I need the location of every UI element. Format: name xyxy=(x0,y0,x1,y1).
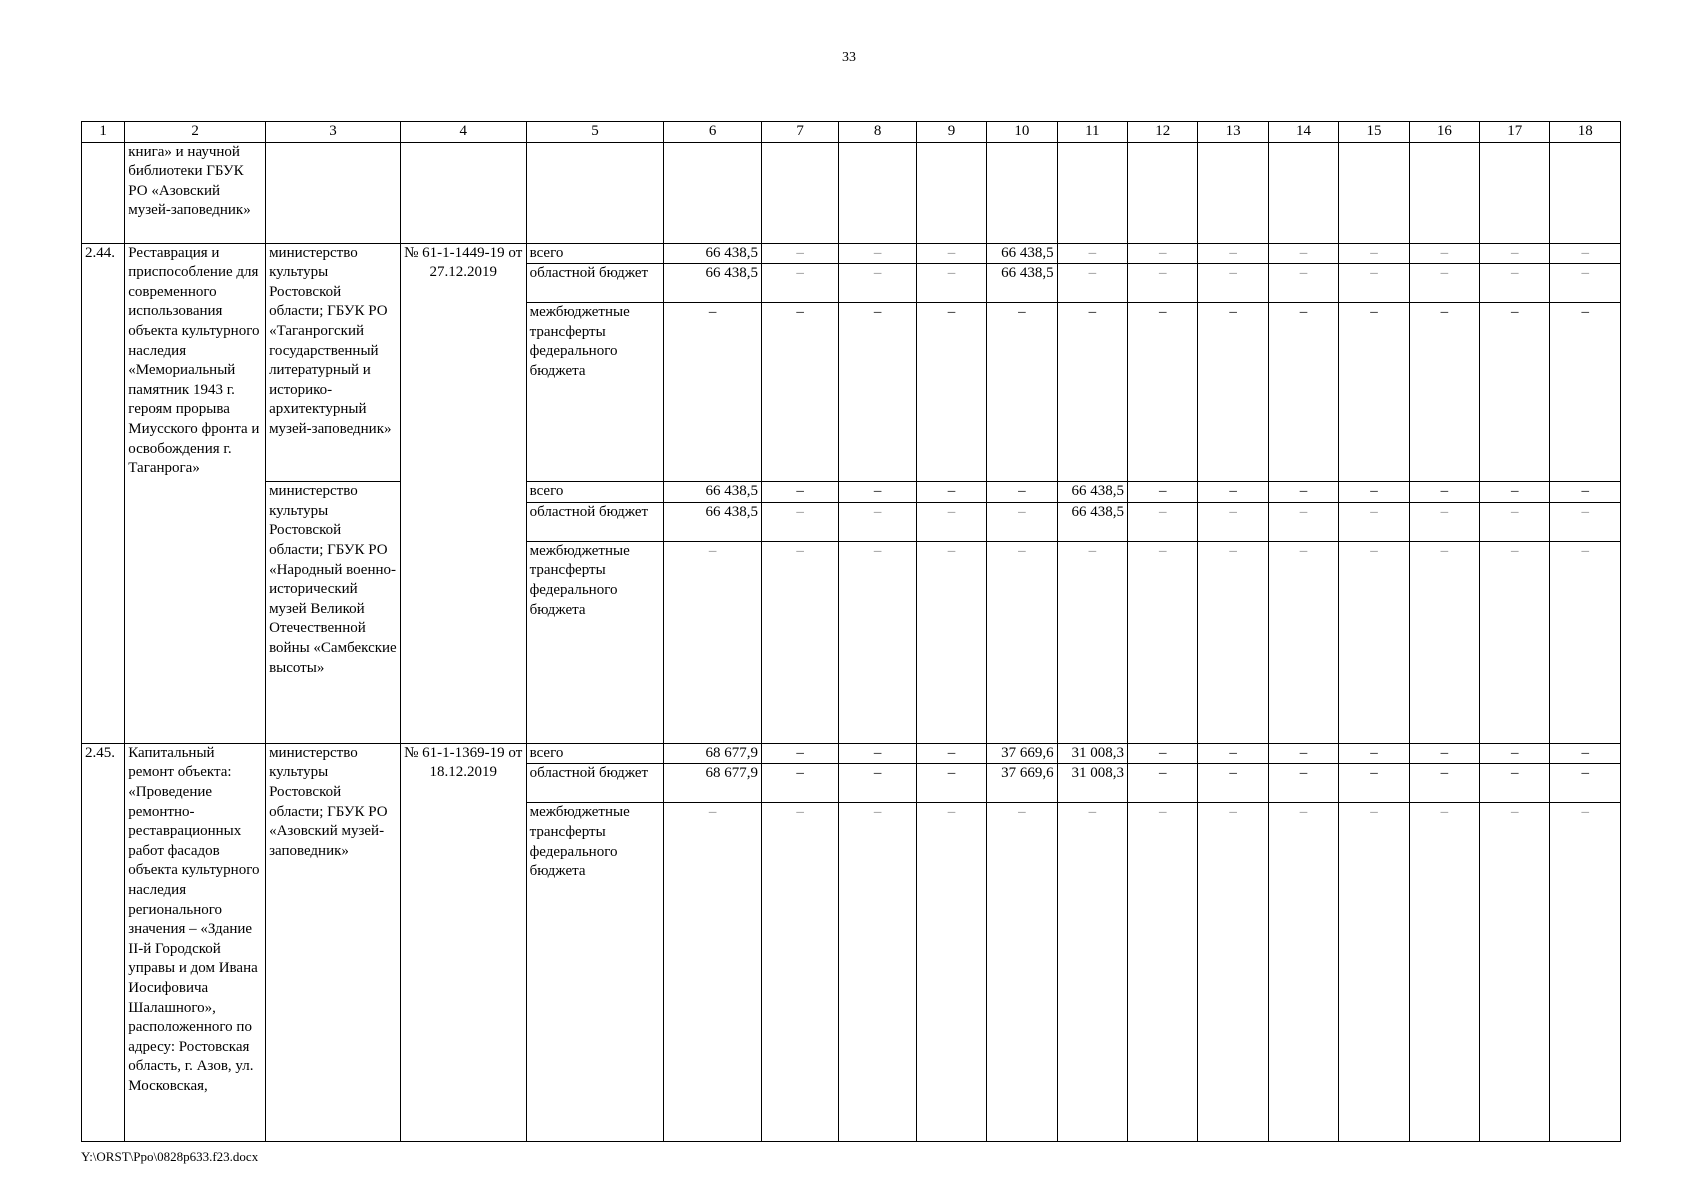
empty-value-dash: – xyxy=(1550,303,1621,482)
empty-value-dash: – xyxy=(1128,743,1198,764)
empty-value-dash: – xyxy=(1268,502,1338,541)
empty-value-dash: – xyxy=(1339,303,1409,482)
empty-value-dash: – xyxy=(1550,243,1621,264)
empty-cell xyxy=(839,142,916,243)
empty-value-dash: – xyxy=(1128,541,1198,743)
empty-value-dash: – xyxy=(1057,303,1127,482)
empty-value-dash: – xyxy=(1198,541,1268,743)
source-label: всего xyxy=(526,743,664,764)
empty-value-dash: – xyxy=(987,502,1057,541)
col-header: 16 xyxy=(1409,122,1479,143)
empty-value-dash: – xyxy=(1409,541,1479,743)
empty-value-dash: – xyxy=(1409,803,1479,1142)
empty-value-dash: – xyxy=(916,764,986,803)
empty-value-dash: – xyxy=(664,803,762,1142)
empty-value-dash: – xyxy=(1550,482,1621,503)
contract: № 61-1-1369-19 от 18.12.2019 xyxy=(400,743,526,1142)
row-number: 2.45. xyxy=(82,743,125,1142)
amount: 66 438,5 xyxy=(664,264,762,303)
amount: 31 008,3 xyxy=(1057,764,1127,803)
empty-value-dash: – xyxy=(761,264,838,303)
source-label: областной бюджет xyxy=(526,502,664,541)
empty-cell xyxy=(82,142,125,243)
col-header: 13 xyxy=(1198,122,1268,143)
empty-value-dash: – xyxy=(839,482,916,503)
empty-value-dash: – xyxy=(1550,541,1621,743)
empty-value-dash: – xyxy=(761,243,838,264)
amount: 66 438,5 xyxy=(664,482,762,503)
empty-value-dash: – xyxy=(1480,764,1550,803)
empty-value-dash: – xyxy=(1268,243,1338,264)
col-header: 7 xyxy=(761,122,838,143)
empty-value-dash: – xyxy=(839,541,916,743)
empty-value-dash: – xyxy=(987,482,1057,503)
empty-value-dash: – xyxy=(1128,482,1198,503)
empty-value-dash: – xyxy=(761,743,838,764)
empty-value-dash: – xyxy=(916,541,986,743)
col-header: 15 xyxy=(1339,122,1409,143)
empty-cell xyxy=(1409,142,1479,243)
empty-value-dash: – xyxy=(664,303,762,482)
empty-value-dash: – xyxy=(839,764,916,803)
empty-value-dash: – xyxy=(1268,743,1338,764)
empty-value-dash: – xyxy=(1480,243,1550,264)
empty-value-dash: – xyxy=(1198,303,1268,482)
empty-value-dash: – xyxy=(1480,541,1550,743)
page-number: 33 xyxy=(842,50,856,65)
empty-value-dash: – xyxy=(1198,482,1268,503)
empty-value-dash: – xyxy=(1339,743,1409,764)
empty-value-dash: – xyxy=(839,303,916,482)
executor: министерство культуры Ростовской области; ГБУК РО «Народный военно-исторический музей Великой Отечественной войны «Самбекские высоты» xyxy=(266,482,401,744)
source-label: всего xyxy=(526,243,664,264)
source-label: областной бюджет xyxy=(526,264,664,303)
table-row xyxy=(82,243,1621,264)
empty-value-dash: – xyxy=(839,243,916,264)
empty-cell xyxy=(1128,142,1198,243)
empty-value-dash: – xyxy=(1409,764,1479,803)
empty-cell xyxy=(916,142,986,243)
empty-value-dash: – xyxy=(1339,803,1409,1142)
col-header: 4 xyxy=(400,122,526,143)
empty-cell xyxy=(1550,142,1621,243)
empty-value-dash: – xyxy=(1550,764,1621,803)
empty-value-dash: – xyxy=(1268,264,1338,303)
amount: 66 438,5 xyxy=(987,243,1057,264)
table-row xyxy=(82,743,1621,764)
contract: № 61-1-1449-19 от 27.12.2019 xyxy=(400,243,526,743)
empty-value-dash: – xyxy=(1268,482,1338,503)
empty-value-dash: – xyxy=(1339,482,1409,503)
empty-value-dash: – xyxy=(987,541,1057,743)
col-header: 3 xyxy=(266,122,401,143)
empty-value-dash: – xyxy=(916,502,986,541)
empty-value-dash: – xyxy=(1480,303,1550,482)
executor: министерство культуры Ростовской области; ГБУК РО «Азовский музей-заповедник» xyxy=(266,743,401,1142)
empty-cell xyxy=(761,142,838,243)
amount: 37 669,6 xyxy=(987,764,1057,803)
empty-value-dash: – xyxy=(916,264,986,303)
header-row xyxy=(82,122,1621,143)
empty-value-dash: – xyxy=(1268,764,1338,803)
empty-value-dash: – xyxy=(1409,502,1479,541)
empty-value-dash: – xyxy=(916,803,986,1142)
empty-value-dash: – xyxy=(1057,803,1127,1142)
col-header: 8 xyxy=(839,122,916,143)
continuation-row xyxy=(82,142,1621,243)
empty-value-dash: – xyxy=(761,764,838,803)
empty-cell xyxy=(1198,142,1268,243)
source-label: межбюджетные трансферты федерального бюджета xyxy=(526,803,664,1142)
amount: 66 438,5 xyxy=(664,243,762,264)
empty-cell xyxy=(526,142,664,243)
empty-cell xyxy=(400,142,526,243)
empty-value-dash: – xyxy=(1480,743,1550,764)
footer-file-path: Y:\ORST\Ppo\0828p633.f23.docx xyxy=(81,1149,259,1164)
col-header: 10 xyxy=(987,122,1057,143)
col-header: 5 xyxy=(526,122,664,143)
col-header: 11 xyxy=(1057,122,1127,143)
empty-cell xyxy=(1268,142,1338,243)
amount: 31 008,3 xyxy=(1057,743,1127,764)
empty-value-dash: – xyxy=(761,303,838,482)
empty-value-dash: – xyxy=(1339,541,1409,743)
col-header: 9 xyxy=(916,122,986,143)
empty-value-dash: – xyxy=(1480,803,1550,1142)
object-name: Капитальный ремонт объекта: «Проведение ремонтно-реставрационных работ фасадов объекта культурного наследия регионального значения – «Здание II-й Городской управы и дом Ивана Иосифовича Шалашного», расположенного по адресу: Ростовская область, г. Азов, ул. Московская, xyxy=(125,743,266,1142)
col-header: 1 xyxy=(82,122,125,143)
executor: министерство культуры Ростовской области; ГБУК РО «Таганрогский государственный литературный и историко-архитектурный музей-заповедник» xyxy=(266,243,401,482)
empty-value-dash: – xyxy=(761,502,838,541)
empty-value-dash: – xyxy=(1198,764,1268,803)
empty-value-dash: – xyxy=(1128,264,1198,303)
empty-value-dash: – xyxy=(916,303,986,482)
empty-value-dash: – xyxy=(1128,303,1198,482)
empty-value-dash: – xyxy=(839,803,916,1142)
empty-value-dash: – xyxy=(987,303,1057,482)
amount: 66 438,5 xyxy=(987,264,1057,303)
empty-value-dash: – xyxy=(839,264,916,303)
empty-value-dash: – xyxy=(1480,482,1550,503)
amount: 66 438,5 xyxy=(1057,482,1127,503)
empty-value-dash: – xyxy=(1409,243,1479,264)
empty-cell xyxy=(1057,142,1127,243)
empty-cell xyxy=(266,142,401,243)
empty-value-dash: – xyxy=(1550,743,1621,764)
empty-value-dash: – xyxy=(1409,482,1479,503)
empty-value-dash: – xyxy=(1268,803,1338,1142)
empty-value-dash: – xyxy=(1268,303,1338,482)
empty-value-dash: – xyxy=(1198,502,1268,541)
budget-table xyxy=(81,121,1621,1142)
empty-value-dash: – xyxy=(761,803,838,1142)
empty-value-dash: – xyxy=(1128,502,1198,541)
amount: 37 669,6 xyxy=(987,743,1057,764)
empty-value-dash: – xyxy=(1057,264,1127,303)
amount: 68 677,9 xyxy=(664,743,762,764)
amount: 66 438,5 xyxy=(664,502,762,541)
empty-value-dash: – xyxy=(1268,541,1338,743)
empty-value-dash: – xyxy=(1198,803,1268,1142)
empty-value-dash: – xyxy=(916,743,986,764)
empty-value-dash: – xyxy=(1409,743,1479,764)
object-name: книга» и научной библиотеки ГБУК РО «Азовский музей-заповедник» xyxy=(125,142,266,243)
empty-value-dash: – xyxy=(1339,764,1409,803)
empty-value-dash: – xyxy=(1339,243,1409,264)
empty-value-dash: – xyxy=(1480,502,1550,541)
empty-value-dash: – xyxy=(1339,502,1409,541)
col-header: 14 xyxy=(1268,122,1338,143)
empty-value-dash: – xyxy=(839,743,916,764)
empty-value-dash: – xyxy=(916,482,986,503)
empty-value-dash: – xyxy=(1198,243,1268,264)
col-header: 17 xyxy=(1480,122,1550,143)
col-header: 12 xyxy=(1128,122,1198,143)
empty-value-dash: – xyxy=(1128,243,1198,264)
empty-value-dash: – xyxy=(987,803,1057,1142)
source-label: межбюджетные трансферты федерального бюджета xyxy=(526,541,664,743)
empty-value-dash: – xyxy=(1198,264,1268,303)
empty-value-dash: – xyxy=(1550,264,1621,303)
empty-cell xyxy=(1480,142,1550,243)
empty-value-dash: – xyxy=(1128,764,1198,803)
amount: 68 677,9 xyxy=(664,764,762,803)
empty-value-dash: – xyxy=(1480,264,1550,303)
empty-value-dash: – xyxy=(1550,803,1621,1142)
source-label: областной бюджет xyxy=(526,764,664,803)
empty-value-dash: – xyxy=(761,482,838,503)
empty-value-dash: – xyxy=(761,541,838,743)
empty-value-dash: – xyxy=(1339,264,1409,303)
col-header: 18 xyxy=(1550,122,1621,143)
empty-value-dash: – xyxy=(1128,803,1198,1142)
empty-cell xyxy=(664,142,762,243)
empty-cell xyxy=(1339,142,1409,243)
empty-value-dash: – xyxy=(916,243,986,264)
empty-cell xyxy=(987,142,1057,243)
empty-value-dash: – xyxy=(1550,502,1621,541)
empty-value-dash: – xyxy=(1409,264,1479,303)
source-label: межбюджетные трансферты федерального бюджета xyxy=(526,303,664,482)
col-header: 6 xyxy=(664,122,762,143)
col-header: 2 xyxy=(125,122,266,143)
empty-value-dash: – xyxy=(1409,303,1479,482)
table-row xyxy=(82,482,1621,503)
empty-value-dash: – xyxy=(1198,743,1268,764)
row-number: 2.44. xyxy=(82,243,125,743)
source-label: всего xyxy=(526,482,664,503)
empty-value-dash: – xyxy=(1057,243,1127,264)
object-name: Реставрация и приспособление для современного использования объекта культурного наследия «Мемориальный памятник 1943 г. героям прорыва Миусского фронта и освобождения г. Таганрога» xyxy=(125,243,266,743)
empty-value-dash: – xyxy=(839,502,916,541)
amount: 66 438,5 xyxy=(1057,502,1127,541)
empty-value-dash: – xyxy=(1057,541,1127,743)
empty-value-dash: – xyxy=(664,541,762,743)
